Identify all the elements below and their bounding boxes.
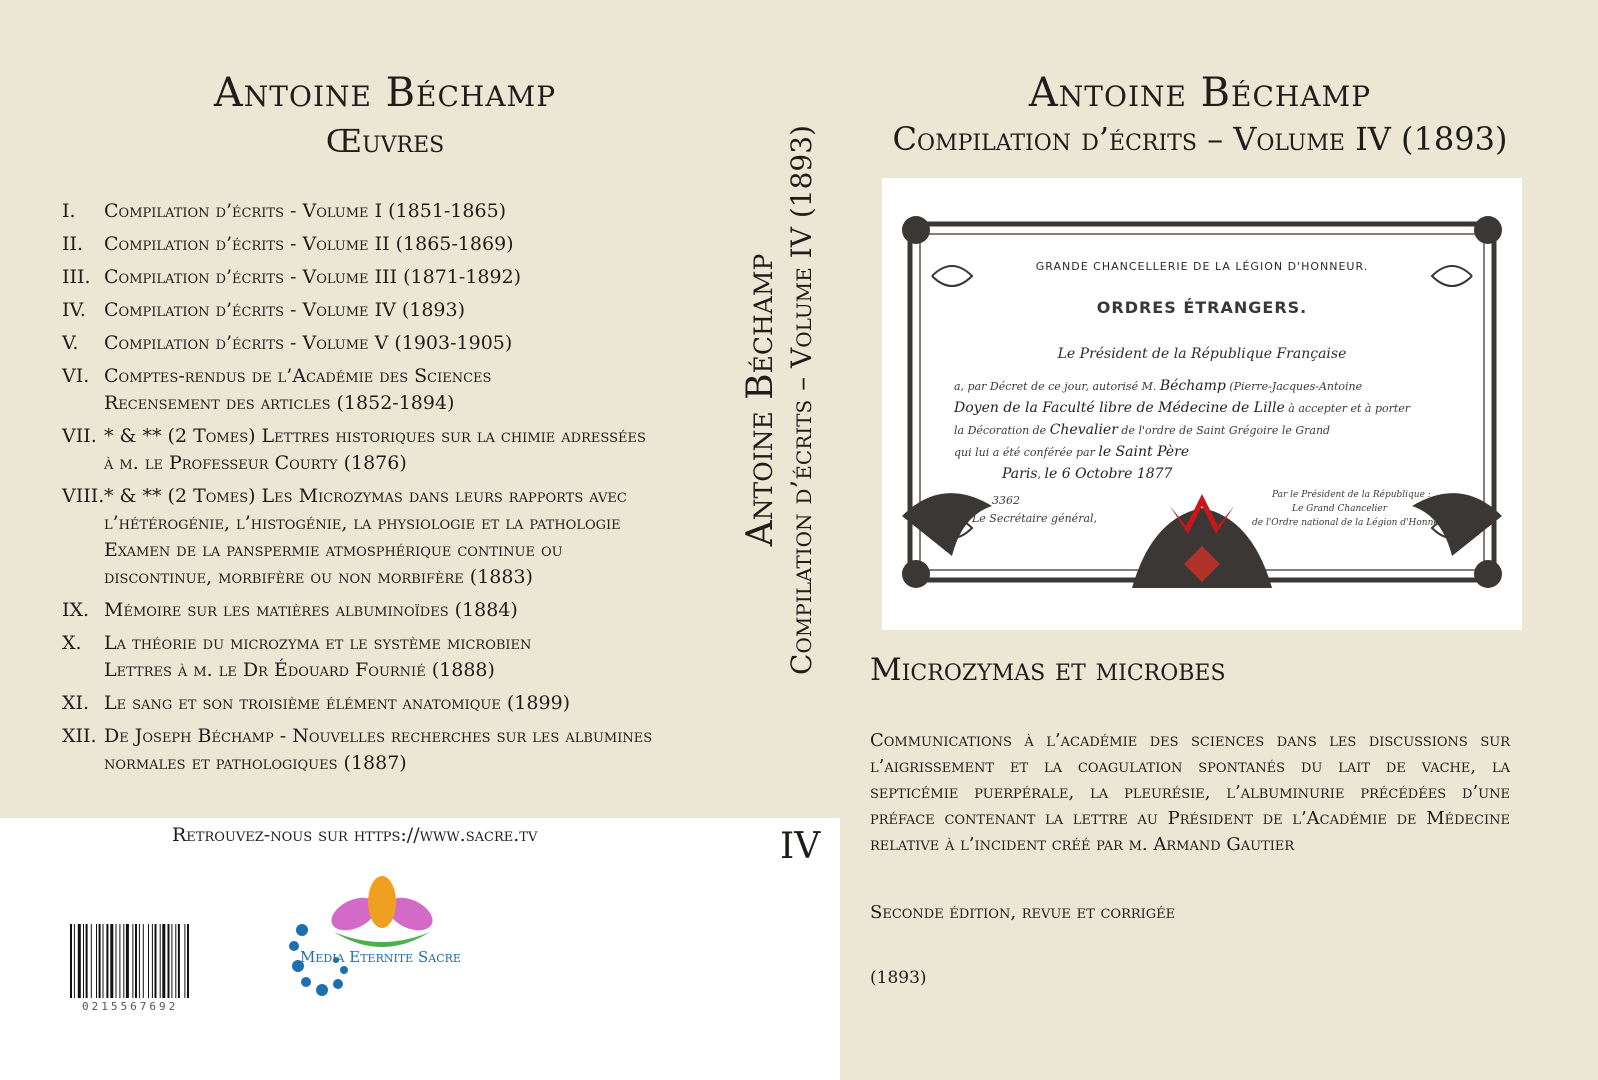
diploma-right-signature-label-2: Le Grand Chancelier — [1292, 504, 1388, 514]
work-title-line: La théorie du microzyma et le système microbien — [104, 632, 532, 654]
work-title-line: Recensement des articles (1852-1894) — [104, 392, 455, 414]
back-subtitle: Œuvres — [325, 122, 445, 160]
diploma-right-signature-label-3: de l'Ordre national de la Légion d'Honneur. — [1252, 518, 1451, 528]
work-item — [62, 483, 742, 591]
back-title: Antoine Béchamp — [213, 70, 557, 116]
work-number: XI. — [62, 692, 90, 714]
work-number: VII. — [62, 425, 97, 447]
publisher-logo-text: Media Eternite Sacre — [300, 948, 461, 966]
work-title — [104, 597, 742, 624]
volume-mark: IV — [780, 826, 821, 867]
work-item — [62, 231, 742, 258]
diploma-right-signature-label-1: Par le Président de la République : — [1272, 490, 1431, 500]
spine-author: Antoine Béchamp — [740, 253, 781, 547]
front-title: Antoine Béchamp — [1028, 70, 1372, 116]
work-title-line: Lettres à m. le Dr Édouard Fournié (1888) — [104, 659, 495, 681]
front-cover — [870, 0, 1598, 1080]
work-title-line: * & ** (2 Tomes) Lettres historiques sur la chimie adressées — [104, 425, 646, 447]
front-year: (1893) — [870, 968, 927, 988]
works-list — [62, 198, 742, 783]
work-title — [104, 330, 742, 357]
diploma-president: Le Président de la République Française — [1057, 346, 1347, 362]
diploma-line-1: a, par Décret de ce jour, autorisé M. Béchamp (Pierre-Jacques-Antoine — [954, 378, 1363, 394]
work-title-line: Compilation d’écrits - Volume IV (1893) — [104, 299, 466, 321]
work-title-line: Compilation d’écrits - Volume III (1871-1892) — [104, 266, 522, 288]
work-title-line: Compilation d’écrits - Volume V (1903-1905) — [104, 332, 513, 354]
work-number: VIII. — [62, 485, 105, 507]
work-title — [104, 264, 742, 291]
work-number: XII. — [62, 725, 97, 747]
front-heading: Microzymas et microbes — [870, 652, 1226, 688]
work-number: III. — [62, 266, 91, 288]
work-number: X. — [62, 632, 82, 654]
work-item — [62, 423, 742, 477]
publisher-logo-icon — [284, 874, 484, 1004]
work-title-line: Comptes-rendus de l’Académie des Sciences — [104, 365, 492, 387]
barcode-number: 0215567692 — [82, 1000, 179, 1013]
work-title — [104, 198, 742, 225]
work-item — [62, 198, 742, 225]
work-title — [104, 690, 742, 717]
front-subtitle: Compilation d’écrits – Volume IV (1893) — [892, 120, 1508, 158]
work-number: II. — [62, 233, 84, 255]
website-notice: Retrouvez-nous sur https://www.sacre.tv — [172, 824, 538, 846]
spine — [740, 110, 860, 690]
work-number: VI. — [62, 365, 90, 387]
spine-text — [740, 110, 822, 690]
work-title — [104, 297, 742, 324]
work-title — [104, 363, 742, 417]
work-title-line: normales et pathologiques (1887) — [104, 752, 407, 774]
work-title — [104, 483, 742, 591]
work-number: IV. — [62, 299, 86, 321]
diploma-left-signature-label: Le Secrétaire général, — [972, 512, 1098, 525]
diploma-date: Paris, le 6 Octobre 1877 — [1002, 466, 1173, 482]
work-title-line: De Joseph Béchamp - Nouvelles recherches sur les albumines — [104, 725, 653, 747]
diploma-line-2: Doyen de la Faculté libre de Médecine de Lille à accepter et à porter — [954, 400, 1411, 416]
front-edition: Seconde édition, revue et corrigée — [870, 902, 1176, 923]
work-title-line: Compilation d’écrits - Volume II (1865-1869) — [104, 233, 514, 255]
work-title — [104, 231, 742, 258]
work-title-line: Mémoire sur les matières albuminoïdes (1884) — [104, 599, 518, 621]
work-title — [104, 630, 742, 684]
work-title-line: Compilation d’écrits - Volume I (1851-1865) — [104, 200, 507, 222]
diploma-line-3: la Décoration de Chevalier de l'ordre de Saint Grégoire le Grand — [954, 422, 1331, 438]
diploma-header: GRANDE CHANCELLERIE DE LA LÉGION D'HONNEUR. — [1035, 260, 1369, 273]
work-title-line: Examen de la panspermie atmosphérique continue ou — [104, 539, 563, 561]
diploma-heading: ORDRES ÉTRANGERS. — [1096, 298, 1308, 317]
work-title-line: * & ** (2 Tomes) Les Microzymas dans leurs rapports avec — [104, 485, 627, 507]
work-number: IX. — [62, 599, 90, 621]
work-number: V. — [62, 332, 79, 354]
front-description: Communications à l’académie des sciences dans les discussions sur l’aigrissement et la coagulation spontanés du lait de vache, la septicémie puerpérale, la pleurésie, l’albuminurie précédées d’une préface contenant la lettre au Président de l’Académie de Médecine relative à l’incident créé par m. Armand Gautier — [870, 730, 1510, 855]
work-item — [62, 264, 742, 291]
work-title-line: l’hétérogénie, l’histogénie, la physiologie et la pathologie — [104, 512, 621, 534]
diploma-image — [882, 178, 1522, 630]
diploma-number: 3362 — [992, 494, 1020, 507]
work-title-line: à m. le Professeur Courty (1876) — [104, 452, 407, 474]
work-item — [62, 363, 742, 417]
work-number: I. — [62, 200, 76, 222]
work-item — [62, 723, 742, 777]
work-item — [62, 297, 742, 324]
work-title-line: discontinue, morbifère ou non morbifère (1883) — [104, 566, 533, 588]
work-title — [104, 423, 742, 477]
barcode — [70, 924, 228, 1004]
work-title-line: Le sang et son troisième élément anatomique (1899) — [104, 692, 571, 714]
work-title — [104, 723, 742, 777]
diploma-line-4: qui lui a été conférée par le Saint Père — [954, 444, 1190, 460]
work-item — [62, 690, 742, 717]
work-item — [62, 630, 742, 684]
work-item — [62, 330, 742, 357]
spine-title: Compilation d’écrits – Volume IV (1893) — [785, 125, 818, 675]
work-item — [62, 597, 742, 624]
